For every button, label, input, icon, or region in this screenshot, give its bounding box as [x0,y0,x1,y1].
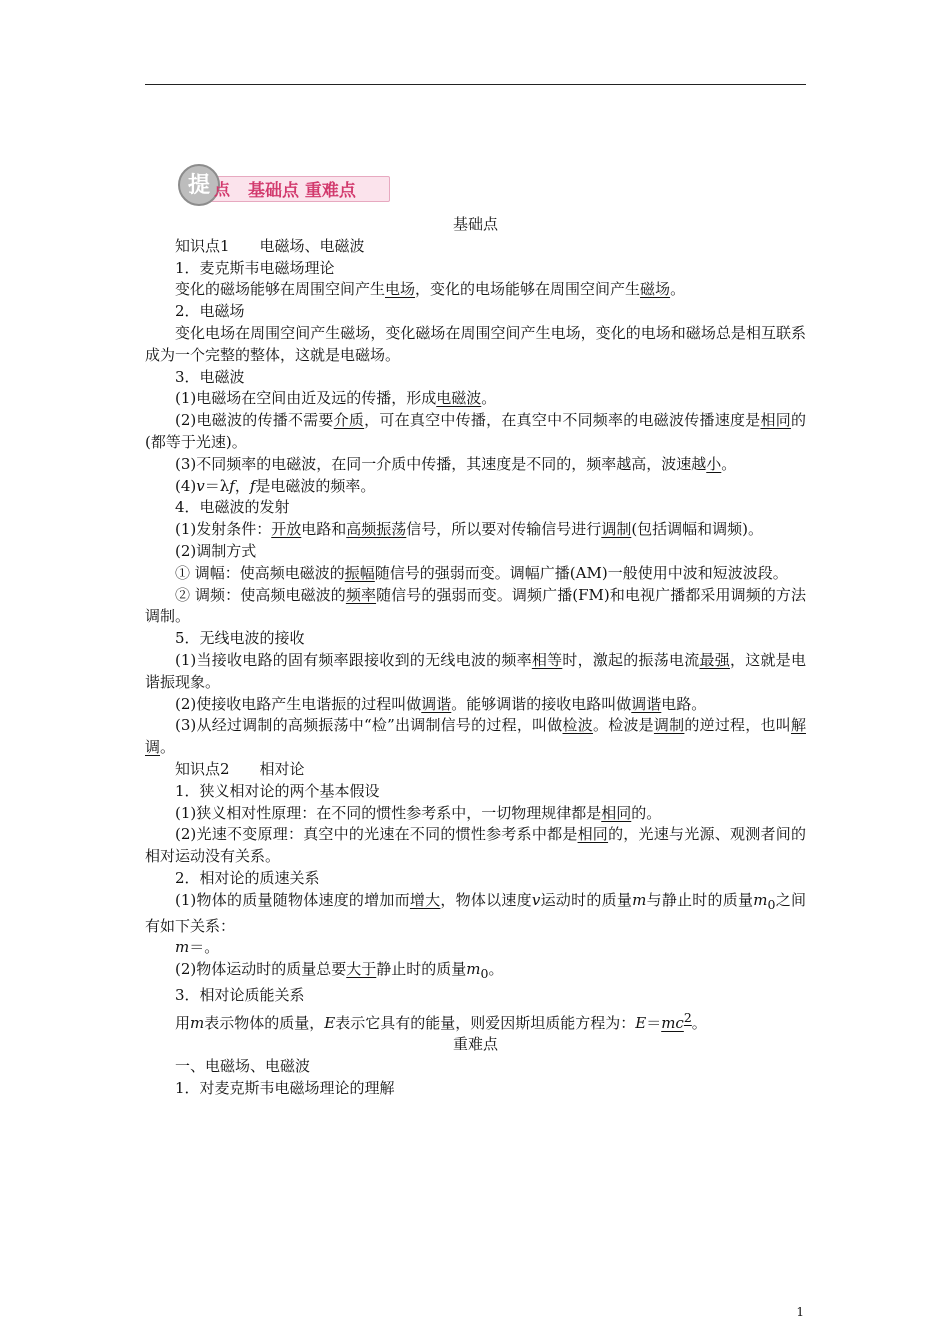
s5-item-1 [145,650,806,694]
s3-item-4 [145,476,806,498]
text: ② 调频：使高频电磁波的 [175,585,346,604]
answer-blank: 相等 [531,650,563,669]
answer-blank: 高频振荡 [346,520,407,539]
text: ，这就是电谐振现象。 [145,650,806,691]
text: 用 [175,1013,191,1032]
answer-blank: 磁场 [640,280,671,299]
text: 时，激起的振荡电流 [562,650,700,669]
superscript: 2 [683,1009,692,1025]
section-title-difficult: 重难点 [452,1035,498,1054]
answer-blank: 相同 [760,411,791,430]
text: 电路和 [301,520,347,539]
text: 。 [721,454,737,473]
banner-title: 基础点 重难点 [248,181,356,201]
s2-heading: 2．电磁场 [175,302,245,321]
answer-blank: 相同 [601,803,632,822]
var-E: E [635,1013,647,1032]
var-E: E [324,1013,336,1032]
text: (2)使接收电路产生电谐振的过程叫做 [175,694,422,713]
text: 。检波是 [592,716,654,735]
r2-heading: 2．相对论的质速关系 [175,868,320,887]
answer-blank: 最强 [699,650,731,669]
answer-blank: 振幅 [344,563,375,582]
text: 之间有如下关系： [145,890,806,935]
text: (1)发射条件： [175,520,272,539]
var-m: m [190,1013,205,1032]
section-banner [178,164,393,206]
text: 电路。 [661,694,707,713]
text: ① 调幅：使高频电磁波的 [175,563,345,582]
answer-blank: 大于 [346,960,377,979]
banner-circle-icon: 提 [178,164,220,206]
kp2-title: 相对论 [259,759,305,778]
answer-blank: 介质 [333,411,365,430]
text: 随信号的强弱而变。调频广播(FM)和电视广播都采用调频的方法调制。 [145,585,806,626]
text: (3)从经过调制的高频振荡中“检”出调制信号的过程，叫做 [175,716,563,735]
answer-blank: 小 [706,454,722,473]
text: ，物体以速度 [440,890,532,909]
text: ＝ [646,1013,662,1032]
text: 表示它具有的能量，则爱因斯坦质能方程为： [335,1013,636,1032]
text: (2)电磁波的传播不需要 [175,411,334,430]
text: 的逆过程，也叫 [684,716,791,735]
text: 的(都等于光速)。 [145,411,806,451]
header-rule [145,84,806,85]
text: ＝λ [204,476,230,495]
text: 。 [488,960,504,979]
answer-blank: 电磁波 [436,389,482,408]
answer-blank: mc [661,1013,684,1032]
text: 是电磁波的频率。 [255,476,376,495]
answer-blank: 频率 [345,585,377,604]
z1-subheading: 1．对麦克斯韦电磁场理论的理解 [175,1079,395,1098]
z1-heading: 一、电磁场、电磁波 [175,1057,311,1076]
subscript: 0 [480,966,489,982]
var-m: m [175,938,190,957]
s4-item-1 [145,519,806,541]
answer-blank: 调制 [653,716,685,735]
section-title-basic: 基础点 [452,215,498,233]
var-f: f [229,476,235,495]
s4-heading: 4．电磁波的发射 [175,498,290,517]
s3-item-1 [145,388,806,410]
kp1-label: 知识点1 [175,236,230,255]
text: ，变化的电场能够在周围空间产生 [415,280,641,299]
var-m0: m [466,960,481,979]
var-v: v [531,890,541,909]
banner-small-char: 点 [214,180,231,199]
kp1-title: 电磁场、电磁波 [259,236,365,255]
answer-blank: 调谐 [421,694,452,713]
text: 。 [670,280,686,299]
r1-item-2 [145,824,806,868]
answer-blank: 相同 [577,825,609,844]
s3-item-2 [145,410,806,454]
text: ， [234,476,250,495]
var-f: f [249,476,256,495]
var-m: m [632,890,647,909]
r2-equation [145,937,806,959]
s4-item-2a [145,563,806,585]
r3-paragraph [145,1007,806,1035]
var-v: v [196,476,205,495]
text: 。能够调谐的接收电路叫做 [451,694,632,713]
text: (1)物体的质量随物体速度的增加而 [175,890,410,909]
text: (1)狭义相对性原理：在不同的惯性参考系中，一切物理规律都是 [175,803,602,822]
s3-heading: 3．电磁波 [175,367,245,386]
text: 随信号的强弱而变。调幅广播(AM)一般使用中波和短波波段。 [374,563,788,582]
answer-blank: 解调 [145,716,806,757]
text: ＝。 [189,938,220,957]
kp2-label: 知识点2 [175,759,230,778]
text: (包括调幅和调频)。 [631,520,764,539]
s5-heading: 5．无线电波的接收 [175,629,305,648]
answer-blank: 检波 [562,716,593,735]
s1-paragraph [145,279,806,301]
text: (4) [175,476,197,495]
s4-item-2: (2)调制方式 [175,541,257,560]
text: (3)不同频率的电磁波，在同一介质中传播，其速度是不同的，频率越高，波速越 [175,454,707,473]
text: 的。 [631,803,662,822]
s5-item-3 [145,715,806,759]
r1-item-1 [145,803,806,825]
text: 信号，所以要对传输信号进行 [406,520,602,539]
r3-heading: 3．相对论质能关系 [175,985,305,1004]
text: 的，光速与光源、观测者间的相对运动没有关系。 [145,825,806,866]
text: (1)当接收电路的固有频率跟接收到的无线电波的频率 [175,650,532,669]
text: (1)电磁场在空间由近及远的传播，形成 [175,389,437,408]
r2-item-1 [145,890,806,938]
s5-item-2 [145,694,806,716]
s3-item-3 [145,454,806,476]
answer-blank: 开放 [271,520,302,539]
var-m0: m [753,890,768,909]
text: 。 [481,389,497,408]
text: (2)物体运动时的质量总要 [175,960,347,979]
text: 表示物体的质量， [204,1013,325,1032]
text: 变化的磁场能够在周围空间产生 [175,280,386,299]
s4-item-2b [145,585,806,629]
r1-heading: 1．狭义相对论的两个基本假设 [175,781,380,800]
text: ，可在真空中传播，在真空中不同频率的电磁波传播速度是 [364,411,761,430]
page-number: 1 [796,1305,804,1319]
text: 。 [691,1013,707,1032]
text: 。 [160,738,176,757]
s1-heading: 1．麦克斯韦电磁场理论 [175,258,335,277]
r2-item-2 [145,959,806,985]
answer-blank: 调谐 [631,694,662,713]
text: (2)光速不变原理：真空中的光速在不同的惯性参考系中都是 [175,825,578,844]
knowledge-point-1 [145,236,806,258]
text: 运动时的质量 [540,890,633,909]
s2-paragraph: 变化电场在周围空间产生磁场，变化磁场在周围空间产生电场，变化的电场和磁场总是相互联系成为一个完整的整体，这就是电磁场。 [145,323,806,364]
text: 与静止时的质量 [646,890,754,909]
answer-blank: 调制 [601,520,632,539]
text: 静止时的质量 [376,960,467,979]
document-body [145,214,806,1100]
answer-blank: 电场 [385,280,416,299]
answer-blank: 增大 [409,890,441,909]
knowledge-point-2 [145,759,806,781]
subscript: 0 [767,896,776,912]
